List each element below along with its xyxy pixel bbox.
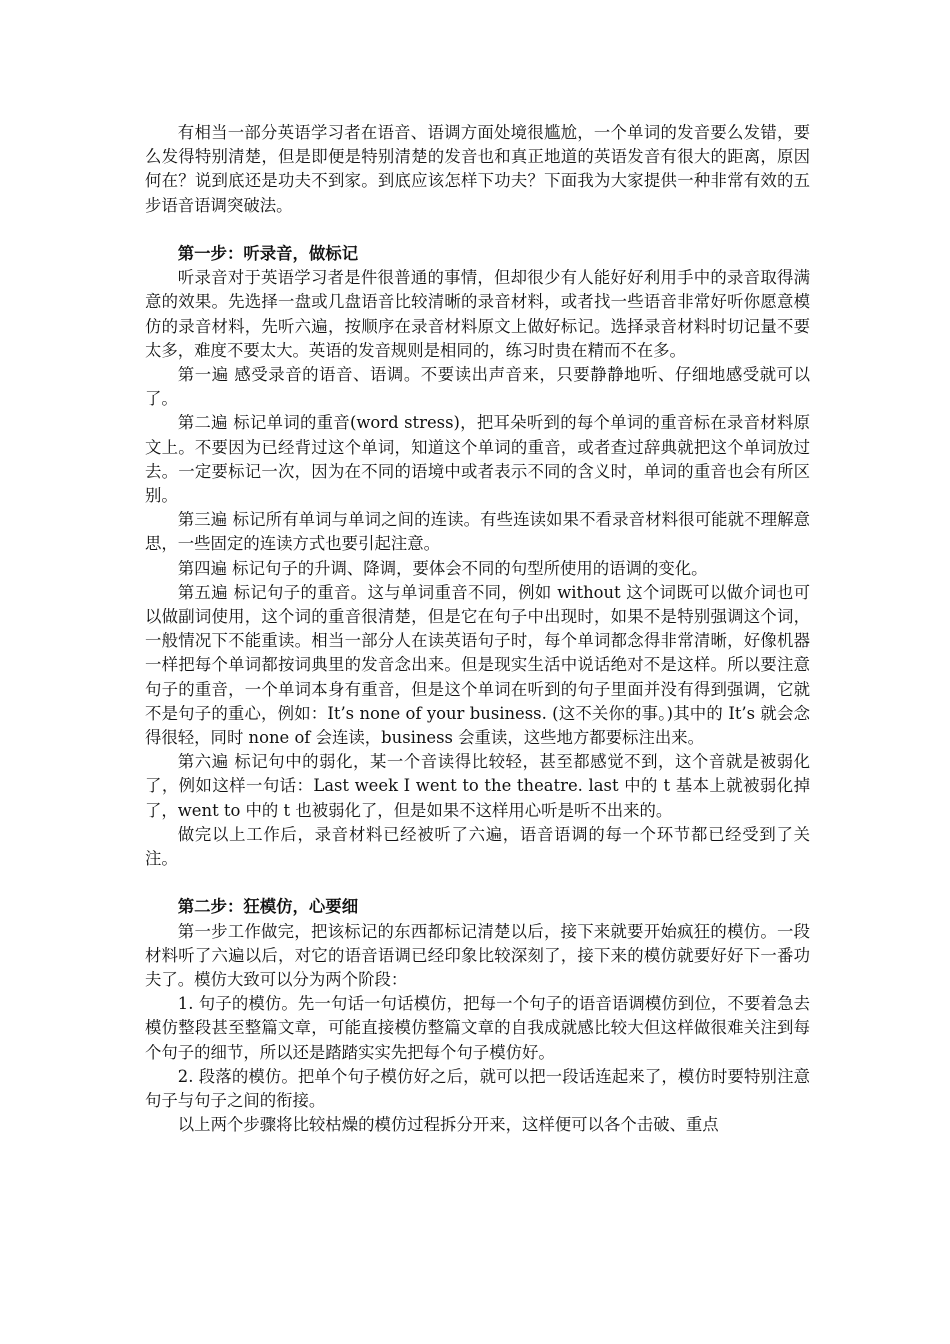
- step2-sentence-imitation: 1. 句子的模仿。先一句话一句话模仿，把每一个句子的语音语调模仿到位，不要着急去模仿整段甚至整篇文章，可能直接模仿整篇文章的自我成就感比较大但这样做很难关注到每个句子的细节，所以还是踏踏实实先把每个句子模仿好。: [145, 994, 810, 1062]
- step1-pass-3: 第三遍 标记所有单词与单词之间的连读。有些连读如果不看录音材料很可能就不理解意思，一些固定的连读方式也要引起注意。: [145, 510, 810, 554]
- spacer: [145, 218, 810, 242]
- step2-heading: 第二步：狂模仿，心要细: [177, 897, 359, 917]
- step1-pass-5: 第五遍 标记句子的重音。这与单词重音不同，例如 without 这个词既可以做介词也可以做副词使用，这个词的重音很清楚，但是它在句子中出现时，如果不是特别强调这个词，一般情况下不能重读。相当一部分人在读英语句子时，每个单词都念得非常清晰，好像机器一样把每个单词都按词典里的发音念出来。但是现实生活中说话绝对不是这样。所以要注意句子的重音，一个单词本身有重音，但是这个单词在听到的句子里面并没有得到强调，它就不是句子的重心，例如：It’s none of your business. (这不关你的事。)其中的 It’s 就会念得很轻，同时 none of 会连读，business 会重读，这些地方都要标注出来。: [145, 582, 810, 748]
- step1-paragraph-intro: 听录音对于英语学习者是件很普通的事情，但却很少有人能好好利用手中的录音取得满意的效果。先选择一盘或几盘语音比较清晰的录音材料，或者找一些语音非常好听你愿意模仿的录音材料，先听六遍，按顺序在录音材料原文上做好标记。选择录音材料时切记量不要太多，难度不要太大。英语的发音规则是相同的，练习时贵在精而不在多。: [145, 268, 810, 360]
- step2-paragraph-intro: 第一步工作做完，把该标记的东西都标记清楚以后，接下来就要开始疯狂的模仿。一段材料听了六遍以后，对它的语音语调已经印象比较深刻了，接下来的模仿就要好好下一番功夫了。模仿大致可以分为两个阶段：: [145, 921, 810, 990]
- step1-pass-2: 第二遍 标记单词的重音(word stress)，把耳朵听到的每个单词的重音标在录音材料原文上。不要因为已经背过这个单词，知道这个单词的重音，或者查过辞典就把这个单词放过去。一定要标记一次，因为在不同的语境中或者表示不同的含义时，单词的重音也会有所区别。: [145, 413, 810, 506]
- step1-heading: 第一步：听录音，做标记: [177, 244, 359, 263]
- step2-paragraph-imitation: 2. 段落的模仿。把单个句子模仿好之后，就可以把一段话连起来了，模仿时要特别注意句子与句子之间的衔接。: [145, 1066, 810, 1111]
- document-page: [145, 121, 810, 1138]
- spacer: [145, 871, 810, 895]
- step1-pass-1: 第一遍 感受录音的语音、语调。不要读出声音来，只要静静地听、仔细地感受就可以了。: [145, 365, 810, 409]
- step1-summary: 做完以上工作后，录音材料已经被听了六遍，语音语调的每一个环节都已经受到了关注。: [145, 824, 810, 869]
- step2-summary: 以上两个步骤将比较枯燥的模仿过程拆分开来，这样便可以各个击破、重点: [177, 1115, 719, 1135]
- intro-paragraph: 有相当一部分英语学习者在语音、语调方面处境很尴尬，一个单词的发音要么发错，要么发得特别清楚，但是即便是特别清楚的发音也和真正地道的英语发音有很大的距离，原因何在？说到底还是功夫不到家。到底应该怎样下功夫？下面我为大家提供一种非常有效的五步语音语调突破法。: [145, 123, 810, 215]
- step1-pass-6: 第六遍 标记句中的弱化，某一个音读得比较轻，甚至都感觉不到，这个音就是被弱化了，例如这样一句话：Last week I went to the theatre. last 中的 t 基本上就被弱化掉了，went to 中的 t 也被弱化了，但是如果不这样用心听是听不出来的。: [145, 752, 810, 820]
- step1-pass-4: 第四遍 标记句子的升调、降调，要体会不同的句型所使用的语调的变化。: [177, 558, 708, 578]
